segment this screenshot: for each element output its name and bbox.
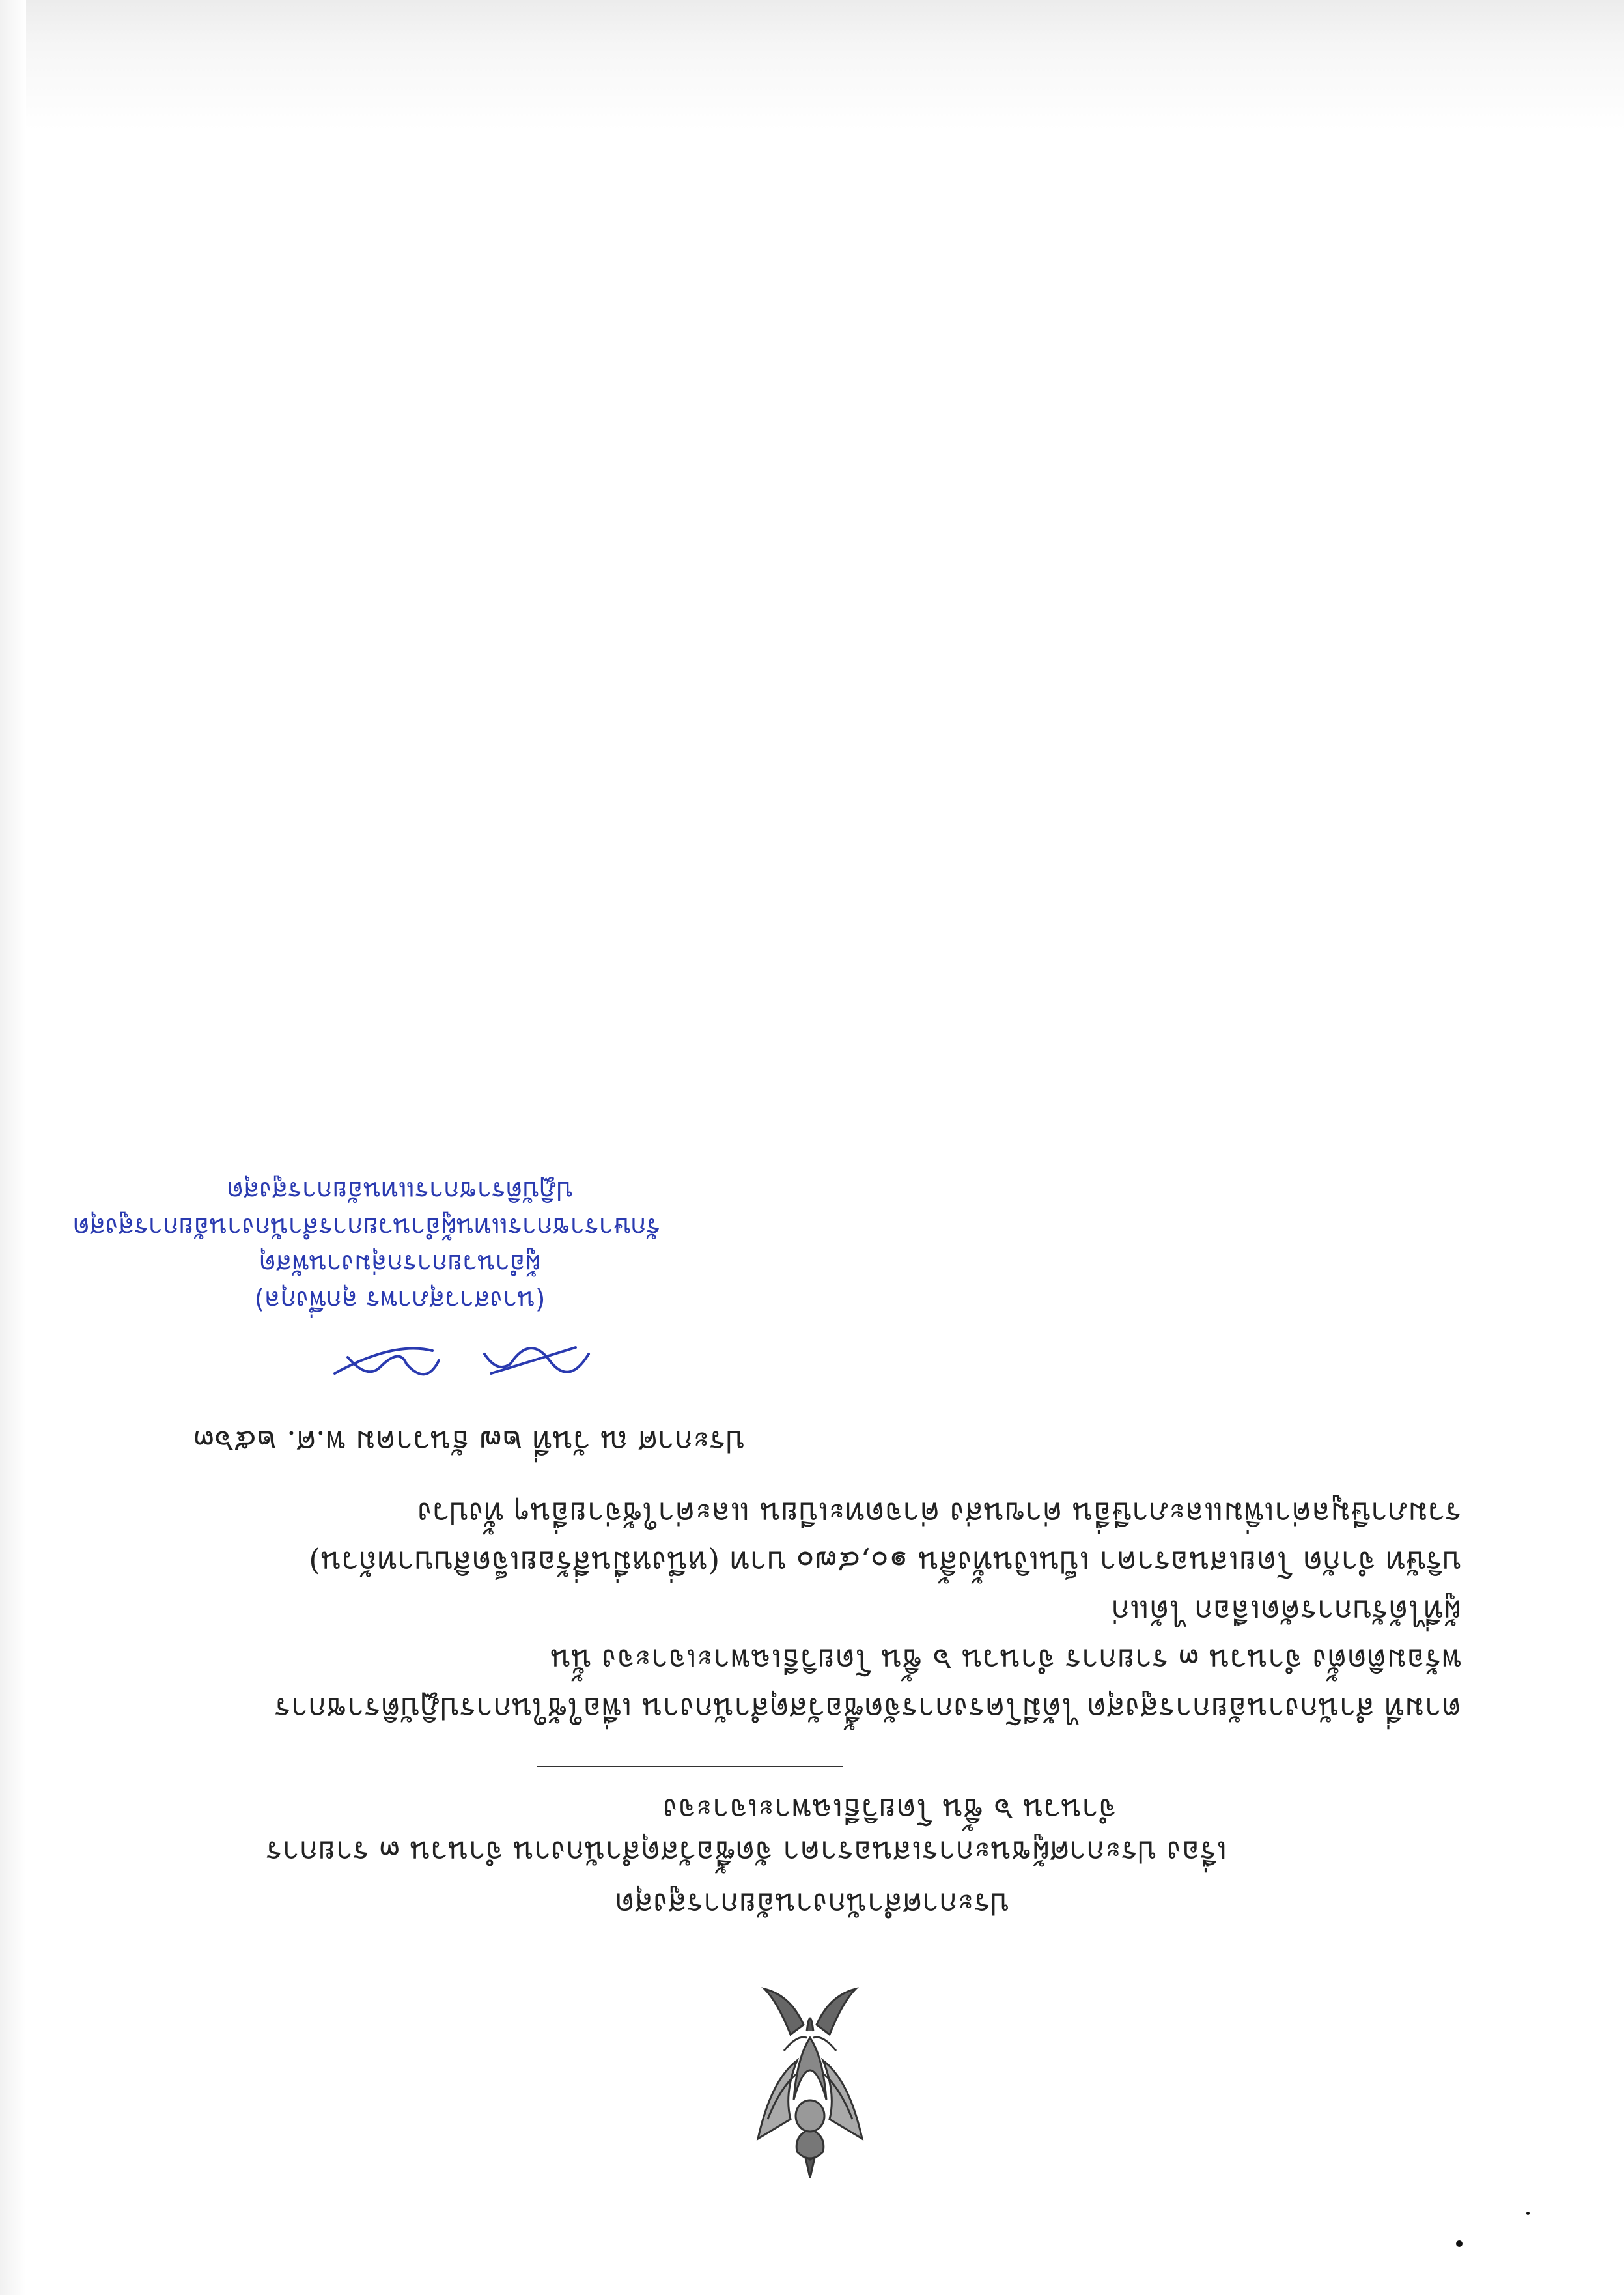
body-line-5: รวมภาษีมูลค่าเพิ่มและภาษีอื่น ค่าขนส่ง ค่าจดทะเบียน และค่าใช้จ่ายอื่นๆ ทั้งปวง [417, 1496, 1461, 1531]
garuda-emblem-icon [745, 1976, 875, 2191]
body-line-2: พร้อมติดตั้ง จำนวน ๓ รายการ จำนวน ๖ ชิ้น โดยวิธีเฉพาะเจาะจง นั้น [550, 1642, 1461, 1678]
handwritten-signature-icon [322, 1328, 595, 1400]
signatory-position-1: ผู้อำนวยการกลุ่มงานพัสดุ [259, 1248, 541, 1278]
scan-speck [1526, 2212, 1530, 2215]
signatory-position-2: รักษาราชการแทนผู้อำนวยการสำนักงานอัยการสูงสุด [72, 1212, 660, 1242]
signatory-name: (นางสาวสุภาพร ลุกพึ่งกุล) [254, 1285, 546, 1315]
body-line-1: ตามที่ สำนักงานอัยการสูงสุด ได้มีโครงการจัดซื้อวัสดุสำนักงาน เพื่อใช้ในการปฏิบัติราชการ [274, 1691, 1461, 1726]
date-line: ประกาศ ณ วันที่ ๒๗ ธันวาคม พ.ศ. ๒๕๖๓ [193, 1424, 745, 1459]
subject-line-1: เรื่อง ประกาศผู้ชนะการเสนอราคา จัดซื้อวัสดุสำนักงาน จำนวน ๓ รายการ [265, 1835, 1227, 1870]
body-line-3: ผู้ที่ได้รับการคัดเลือก ได้แก่ [1111, 1594, 1461, 1629]
divider-rule [537, 1766, 843, 1767]
scan-speck [1456, 2240, 1463, 2247]
signatory-block [72, 1172, 660, 1318]
document-title: ประกาศสำนักงานอัยการสูงสุด [614, 1887, 1010, 1922]
subject-line-2: จำนวน ๖ ชิ้น โดยวิธีเฉพาะเจาะจง [662, 1792, 1116, 1827]
signatory-position-3: ปฏิบัติราชการแทนอัยการสูงสุด [226, 1176, 574, 1205]
body-line-4: บริษัท จำกัด โดยเสนอราคา เป็นเงินทั้งสิ้น ๑๐,๔๗๐ บาท (หนึ่งหมื่นสี่ร้อยเจ็ดสิบบาทถ้วน) [308, 1545, 1461, 1580]
